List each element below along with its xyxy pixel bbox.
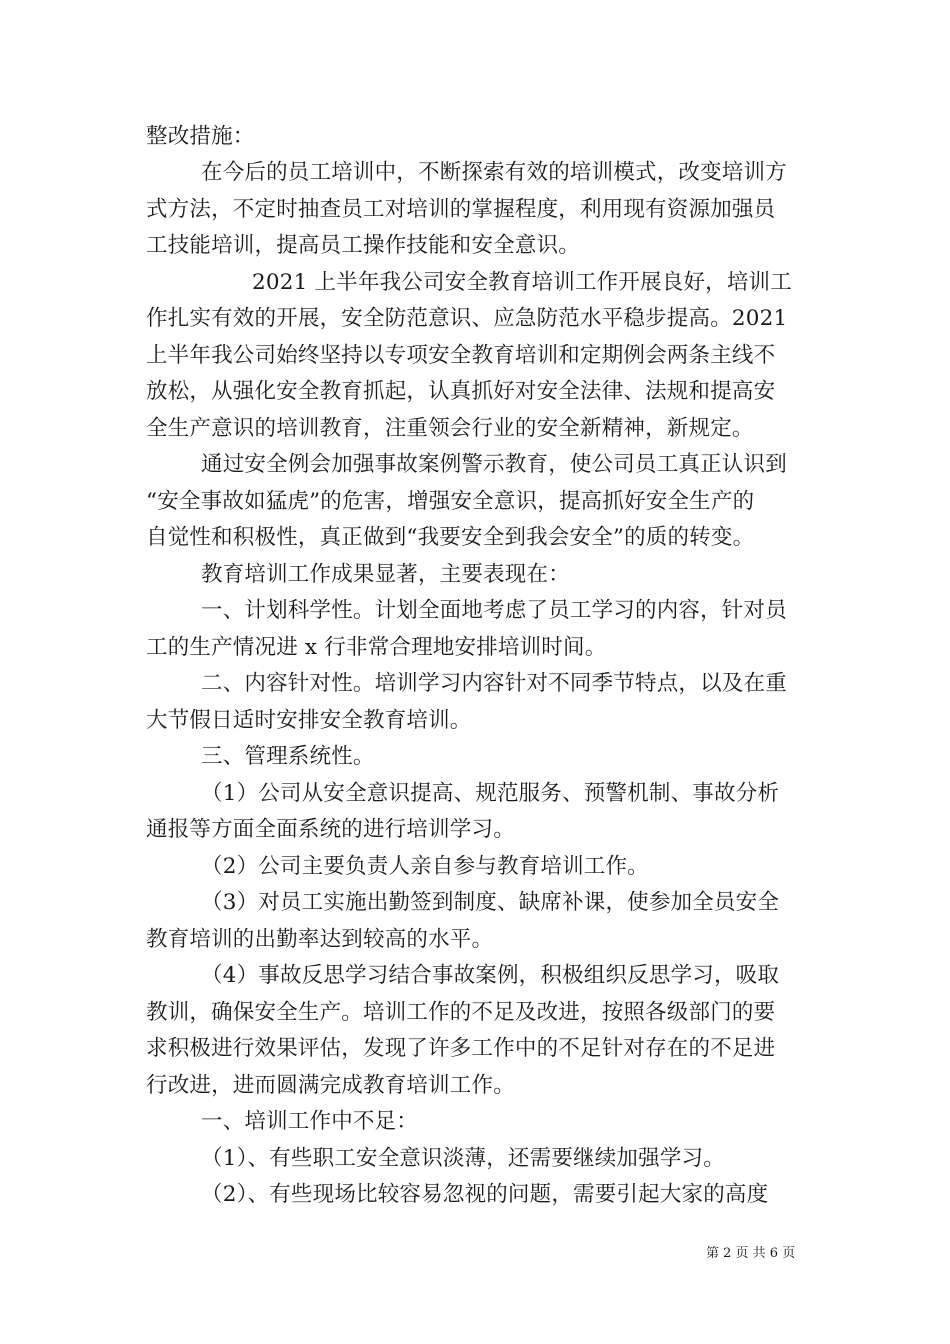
text-line: （1）公司从安全意识提高、规范服务、预警机制、事故分析 <box>201 781 780 806</box>
text-line: 通过安全例会加强事故案例警示教育，使公司员工真正认识到 <box>201 452 787 477</box>
text-line: 作扎实有效的开展，安全防范意识、应急防范水平稳步提高。2021 <box>146 306 788 331</box>
text-line: 三、管理系统性。 <box>201 744 375 769</box>
text-line: 上半年我公司始终坚持以专项安全教育培训和定期例会两条主线不 <box>146 343 776 368</box>
text-line: 通报等方面全面系统的进行培训学习。 <box>146 817 515 842</box>
text-line: （3）对员工实施出勤签到制度、缺席补课，使参加全员安全 <box>201 890 780 915</box>
text-line: 教训，确保安全生产。培训工作的不足及改进，按照各级部门的要 <box>146 1000 776 1025</box>
text-line: （4）事故反思学习结合事故案例，积极组织反思学习，吸取 <box>201 963 780 988</box>
text-line: 放松，从强化安全教育抓起，认真抓好对安全法律、法规和提高安 <box>146 379 776 404</box>
text-line: （2）公司主要负责人亲自参与教育培训工作。 <box>201 854 649 879</box>
text-line: （1）、有些职工安全意识淡薄，还需要继续加强学习。 <box>201 1146 725 1171</box>
text-line: 工的生产情况进 x 行非常合理地安排培训时间。 <box>146 635 607 660</box>
text-line: 式方法，不定时抽查员工对培训的掌握程度，利用现有资源加强员 <box>146 197 776 222</box>
page-number: 第 2 页 共 6 页 <box>706 1246 796 1261</box>
text-line: （2）、有些现场比较容易忽视的问题，需要引起大家的高度 <box>201 1182 769 1207</box>
text-line: 工技能培训，提高员工操作技能和安全意识。 <box>146 233 581 258</box>
text-line: 2021 上半年我公司安全教育培训工作开展良好，培训工 <box>252 270 792 295</box>
text-line: 一、计划科学性。计划全面地考虑了员工学习的内容，针对员 <box>201 598 787 623</box>
text-line: 全生产意识的培训教育，注重领会行业的安全新精神，新规定。 <box>146 416 754 441</box>
text-line: 整改措施： <box>146 124 255 149</box>
text-line: 自觉性和积极性，真正做到“我要安全到我会安全”的质的转变。 <box>146 525 755 550</box>
text-line: 大节假日适时安排安全教育培训。 <box>146 708 472 733</box>
text-line: 教育培训的出勤率达到较高的水平。 <box>146 927 494 952</box>
text-line: 求积极进行效果评估，发现了许多工作中的不足针对存在的不足进 <box>146 1036 776 1061</box>
text-line: 教育培训工作成果显著，主要表现在： <box>201 562 570 587</box>
text-line: 在今后的员工培训中，不断探索有效的培训模式，改变培训方 <box>201 160 787 185</box>
text-line: 二、内容针对性。培训学习内容针对不同季节特点，以及在重 <box>201 671 787 696</box>
text-line: “安全事故如猛虎”的危害，增强安全意识，提高抓好安全生产的 <box>146 489 755 514</box>
text-line: 一、培训工作中不足： <box>201 1109 419 1134</box>
text-line: 行改进，进而圆满完成教育培训工作。 <box>146 1073 515 1098</box>
